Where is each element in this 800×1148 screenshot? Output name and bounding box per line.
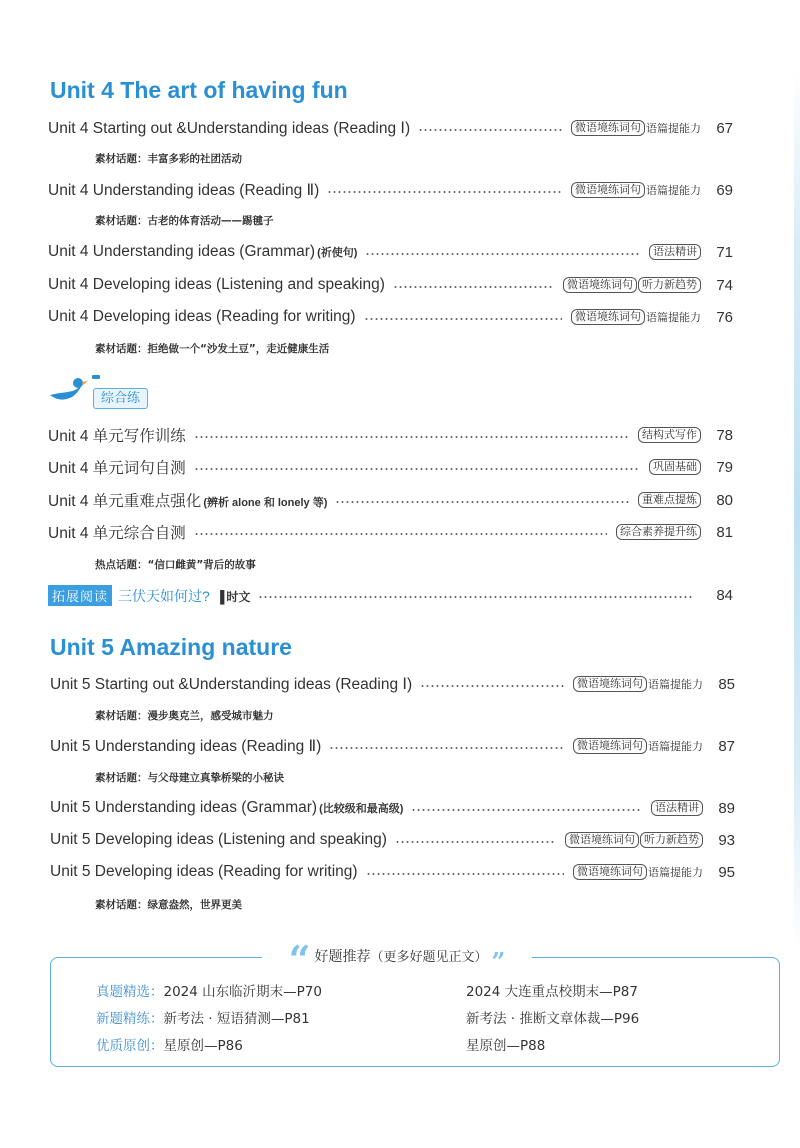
recommendation-left: 星原创—P86 xyxy=(163,1038,243,1054)
recommendation-key: 真题精选： xyxy=(96,984,164,1000)
recommendation-right[interactable]: 2024 大连重点校期末—P87 xyxy=(466,984,638,1000)
page-number: 89 xyxy=(718,799,735,817)
tag-badge: 微语境练词句 xyxy=(573,738,647,754)
dot-leader xyxy=(327,191,562,193)
toc-entry-subtitle: (辨析 alone 和 lonely 等) xyxy=(203,497,328,509)
dot-leader xyxy=(418,129,562,131)
recommendation-key: 新题精练： xyxy=(96,1011,164,1027)
page-number: 84 xyxy=(716,586,733,604)
topic-note: 素材话题：古老的体育活动——踢毽子 xyxy=(95,215,274,227)
page-number: 67 xyxy=(716,119,733,137)
toc-entry-title: Unit 4 Understanding ideas (Reading Ⅱ) xyxy=(48,181,320,199)
toc-entry-title: Unit 4 单元写作训练 xyxy=(48,428,186,445)
dot-leader xyxy=(258,596,693,598)
tag-text: 语篇提能力 xyxy=(646,185,701,197)
tag-badge: 微语境练词句 xyxy=(573,676,647,692)
recommendation-line[interactable] xyxy=(96,1034,243,1054)
tag-text: 语篇提能力 xyxy=(646,123,701,135)
toc-row-extension-reading[interactable] xyxy=(48,584,733,606)
recommendation-left: 新考法 · 短语猜测—P81 xyxy=(163,1011,310,1027)
tag-text: 语篇提能力 xyxy=(646,312,701,324)
dot-leader xyxy=(194,436,629,438)
page-number: 80 xyxy=(716,491,733,509)
toc-entry-title: Unit 4 Developing ideas (Listening and speaking) xyxy=(48,276,385,293)
tag-badge: 微语境练词句 xyxy=(573,864,647,880)
page-number: 85 xyxy=(718,675,735,693)
toc-row-writing-training[interactable] xyxy=(48,424,733,446)
tag-badge: 微语境练词句 xyxy=(571,309,645,325)
tag-badge: 微语境练词句 xyxy=(571,182,645,198)
tag-text: 语篇提能力 xyxy=(648,741,703,753)
document-icon: ▐ xyxy=(215,589,225,604)
toc-entry-title: Unit 5 Understanding ideas (Grammar) xyxy=(50,799,318,816)
toc-row-unit5-listening[interactable] xyxy=(50,829,735,851)
tag-badge: 结构式写作 xyxy=(638,427,701,443)
recommendation-line[interactable] xyxy=(96,980,322,1000)
topic-note: 素材话题：拒绝做一个“沙发土豆”，走近健康生活 xyxy=(95,343,330,355)
tag-badge: 巩固基础 xyxy=(649,459,701,475)
toc-entry-title: Unit 4 Starting out &Understanding ideas (Reading Ⅰ) xyxy=(48,119,411,137)
page-number: 81 xyxy=(716,523,733,541)
tag-text: 语篇提能力 xyxy=(648,867,703,879)
dot-leader xyxy=(335,501,629,503)
toc-entry-title: Unit 5 Understanding ideas (Reading Ⅱ) xyxy=(50,737,322,755)
quote-open-icon: “ xyxy=(288,936,311,982)
page-number: 74 xyxy=(716,276,733,294)
tag-badge: 听力新趋势 xyxy=(638,277,701,293)
toc-entry-title: Unit 4 单元词句自测 xyxy=(48,460,186,477)
tag-badge: 微语境练词句 xyxy=(571,120,645,136)
tag-badge: 语法精讲 xyxy=(649,244,701,260)
tag-badge: 语法精讲 xyxy=(651,800,703,816)
page-number: 78 xyxy=(716,426,733,444)
tag-text: 语篇提能力 xyxy=(648,679,703,691)
toc-row-unit5-reading1[interactable] xyxy=(50,673,735,695)
recommendation-left: 2024 山东临沂期末—P70 xyxy=(163,984,322,1000)
unit5-title: Unit 5 Amazing nature xyxy=(50,634,292,660)
toc-row-unit4-reading1[interactable] xyxy=(48,117,733,139)
topic-note: 素材话题：与父母建立真挚桥梁的小秘诀 xyxy=(95,772,284,784)
toc-row-unit4-reading2[interactable] xyxy=(48,179,733,201)
toc-row-word-test[interactable] xyxy=(48,456,733,478)
recommendation-line[interactable] xyxy=(96,1007,310,1027)
recommendation-right[interactable]: 星原创—P88 xyxy=(466,1038,546,1054)
toc-row-unit5-reading2[interactable] xyxy=(50,735,735,757)
dot-leader xyxy=(411,809,642,811)
page-edge-strip xyxy=(794,70,800,950)
toc-entry-subtitle: (比较级和最高级) xyxy=(319,803,404,815)
toc-row-unit4-listening[interactable] xyxy=(48,274,733,296)
toc-entry-title: Unit 5 Developing ideas (Reading for writing) xyxy=(50,863,358,880)
tag-badge: 微语境练词句 xyxy=(563,277,637,293)
dot-leader xyxy=(366,873,564,875)
extension-kind: 时文 xyxy=(226,589,251,604)
dot-leader xyxy=(329,747,564,749)
tag-badge: 听力新趋势 xyxy=(640,832,703,848)
toc-row-comprehensive-test[interactable] xyxy=(48,521,733,543)
unit4-title: Unit 4 The art of having fun xyxy=(50,77,348,103)
extension-title: 三伏天如何过? xyxy=(118,587,210,604)
toc-row-unit4-writing[interactable] xyxy=(48,306,733,328)
page-number: 95 xyxy=(718,863,735,881)
toc-entry-title: Unit 4 单元重难点强化 xyxy=(48,493,202,510)
recommendation-header xyxy=(262,936,532,982)
extension-label: 拓展阅读 xyxy=(48,585,112,606)
page-number: 79 xyxy=(716,458,733,476)
quote-close-icon: ” xyxy=(491,946,506,976)
toc-entry-title: Unit 4 Developing ideas (Reading for writing) xyxy=(48,308,356,325)
toc-entry-title: Unit 4 单元综合自测 xyxy=(48,525,186,542)
topic-note: 热点话题：“信口雌黄”背后的故事 xyxy=(95,559,256,571)
dot-leader xyxy=(194,533,607,535)
recommendation-title: 好题推荐 xyxy=(314,949,371,965)
topic-note: 素材话题：漫步奥克兰，感受城市魅力 xyxy=(95,710,274,722)
page-number: 71 xyxy=(716,243,733,261)
dot-leader xyxy=(364,318,562,320)
tag-badge: 微语境练词句 xyxy=(565,832,639,848)
recommendation-key: 优质原创： xyxy=(96,1038,164,1054)
page-number: 87 xyxy=(718,737,735,755)
toc-row-unit5-grammar[interactable] xyxy=(50,797,735,819)
dot-leader xyxy=(194,468,640,470)
section-badge-practice: 综合练 xyxy=(93,388,148,409)
page-number: 69 xyxy=(716,181,733,199)
dot-leader xyxy=(420,685,564,687)
toc-row-unit5-writing[interactable] xyxy=(50,861,735,883)
topic-note: 素材话题：丰富多彩的社团活动 xyxy=(95,153,242,165)
dot-leader xyxy=(395,841,556,843)
toc-entry-title: Unit 5 Starting out &Understanding ideas (Reading Ⅰ) xyxy=(50,675,413,693)
recommendation-note: （更多好题见正文） xyxy=(370,950,488,965)
topic-note: 素材话题：绿意盎然，世界更美 xyxy=(95,899,242,911)
toc-entry-subtitle: (祈使句) xyxy=(317,247,358,259)
dot-leader xyxy=(365,253,640,255)
dot-leader xyxy=(393,286,554,288)
tag-badge: 综合素养提升练 xyxy=(616,524,701,540)
page-number: 76 xyxy=(716,308,733,326)
recommendation-right[interactable]: 新考法 · 推断文章体裁—P96 xyxy=(466,1011,640,1027)
toc-entry-title: Unit 5 Developing ideas (Listening and speaking) xyxy=(50,831,387,848)
page-number: 93 xyxy=(718,831,735,849)
toc-entry-title: Unit 4 Understanding ideas (Grammar) xyxy=(48,243,316,260)
tag-badge: 重难点提炼 xyxy=(638,492,701,508)
toc-row-key-points[interactable] xyxy=(48,489,733,511)
toc-row-unit4-grammar[interactable] xyxy=(48,241,733,263)
